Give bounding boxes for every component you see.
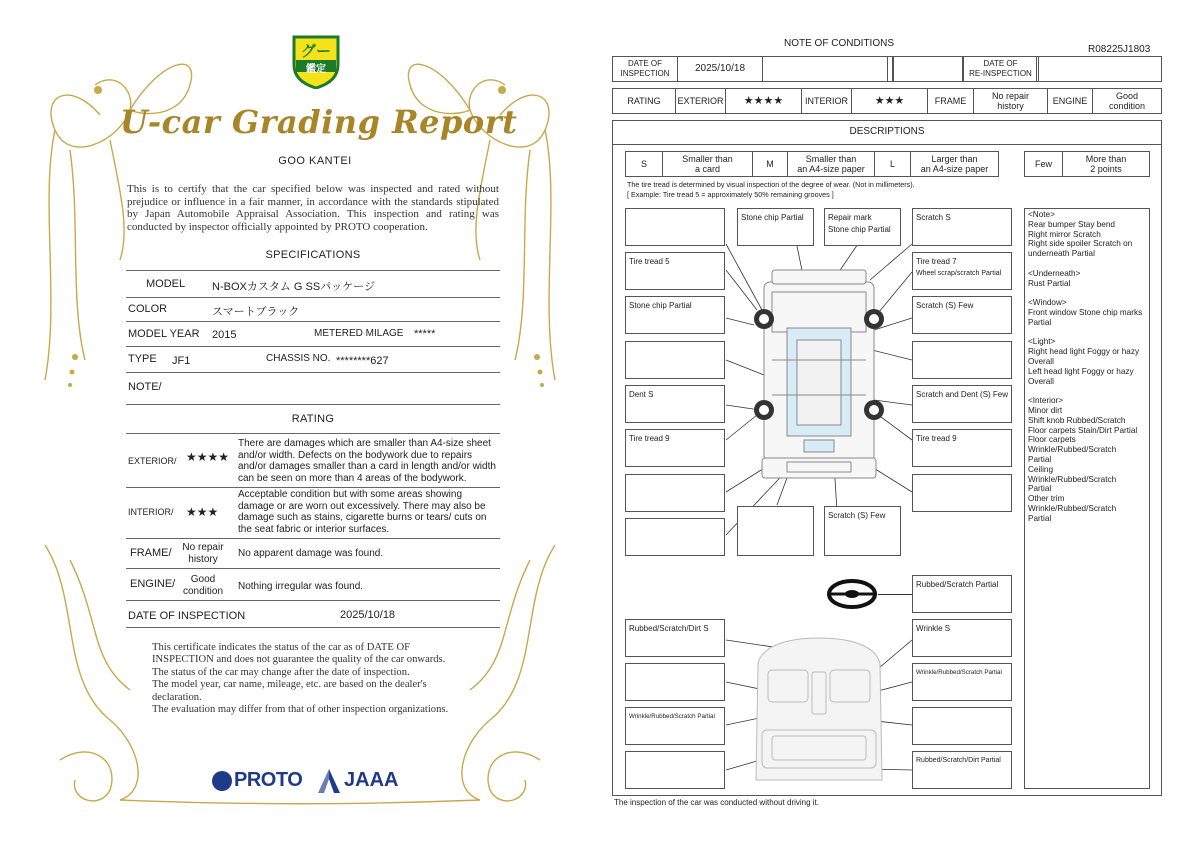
footer-line: The model year, car name, mileage, etc. are based on the dealer's: [152, 679, 427, 691]
note-line: Shift knob Rubbed/Scratch: [1028, 415, 1126, 425]
condition-box: Scratch and Dent (S) Few: [912, 385, 1012, 423]
note-line: [1028, 328, 1152, 338]
note-line: <Underneath>: [1028, 268, 1081, 278]
note-line: <Interior>: [1028, 396, 1064, 406]
mileage-label: METERED MILAGE: [314, 328, 404, 339]
certification-text: This is to certify that the car specified below was inspected and rated without prejudice or influence in a fair manner, in accordance with the standards stipulated by Japan Automobile Appraisal Association. This inspection and rating was conducted by inspector officially appointed by PROTO cooperation.: [127, 183, 499, 233]
note-line: Partial: [1028, 484, 1052, 494]
interior-label: INTERIOR/: [128, 507, 174, 517]
note-line: underneath Partial: [1028, 249, 1095, 259]
rating-row: [612, 88, 1162, 114]
divider: [126, 538, 500, 539]
chassis-value: ********627: [336, 355, 389, 367]
condition-box: Stone chip Partial: [737, 208, 814, 246]
legend-s-desc: Smaller than a card: [663, 152, 753, 176]
condition-box: Scratch (S) Few: [824, 506, 901, 556]
tire-note-example: [ Example: Tire tread 5 = approximately 50% remaining grooves ]: [627, 190, 834, 199]
divider: [126, 404, 500, 405]
leader-line: [878, 594, 912, 595]
condition-box: [625, 663, 725, 701]
condition-box: Scratch (S) Few: [912, 296, 1012, 334]
condition-box: Rubbed/Scratch/Dirt Partial: [912, 751, 1012, 789]
note-line: [1028, 259, 1152, 269]
divider: [126, 600, 500, 601]
note-line: Ceiling: [1028, 464, 1054, 474]
divider: [613, 144, 1161, 145]
interior-stars: ★★★: [852, 89, 928, 113]
condition-box: [912, 341, 1012, 379]
note-line: Wrinkle/Rubbed/Scratch: [1028, 445, 1117, 455]
engine-label: ENGINE/: [130, 578, 176, 590]
interior-label: INTERIOR: [802, 89, 852, 113]
legend-m-desc: Smaller than an A4-size paper: [788, 152, 875, 176]
type-value: JF1: [172, 355, 191, 367]
note-line: <Note>: [1028, 210, 1055, 219]
divider: [126, 270, 500, 271]
note-line: Partial: [1028, 513, 1052, 523]
proto-logo: PROTO: [234, 769, 303, 791]
note-line: Front window Stone chip marks: [1028, 307, 1143, 317]
proto-logo-icon: [212, 771, 232, 791]
condition-box: [912, 707, 1012, 745]
inspection-footer-note: The inspection of the car was conducted without driving it.: [614, 798, 819, 807]
note-line: Rust Partial: [1028, 278, 1071, 288]
separator: [962, 57, 963, 81]
condition-box: [625, 208, 725, 246]
note-label: NOTE/: [128, 381, 162, 393]
note-line: Rear bumper Stay bend: [1028, 219, 1115, 229]
engine-value-line2: condition: [182, 586, 224, 597]
condition-box: Scratch S: [912, 208, 1012, 246]
jaaa-logo-icon: [318, 769, 340, 793]
exterior-label: EXTERIOR/: [128, 456, 177, 466]
legend-l-desc: Larger than an A4-size paper: [920, 154, 989, 174]
separator: [1036, 57, 1037, 81]
date-of-inspection-label: DATE OF INSPECTION: [613, 57, 678, 81]
divider: [126, 568, 500, 569]
report-subtitle: GOO KANTEI: [278, 155, 352, 167]
reference-number: R08225J1803: [1088, 44, 1151, 55]
note-line: Right mirror Scratch: [1028, 229, 1101, 239]
note-line: Wrinkle/Rubbed/Scratch: [1028, 503, 1117, 513]
condition-box: [625, 474, 725, 512]
condition-box: Tire tread 9: [625, 429, 725, 467]
footer-line: The status of the car may change after the date of inspection.: [152, 666, 410, 678]
certificate-footer: [152, 642, 472, 716]
size-legend: [625, 151, 999, 177]
condition-box: Stone chip Partial: [625, 296, 725, 334]
note-line: [1028, 386, 1152, 396]
condition-box: Tire tread 5: [625, 252, 725, 290]
note-line: Floor carpets Stain/Dirt Partial: [1028, 425, 1138, 435]
rating-label: RATING: [613, 89, 676, 113]
note-line: Floor carpets: [1028, 435, 1076, 445]
footer-line: declaration.: [152, 691, 202, 703]
color-label: COLOR: [128, 303, 168, 315]
divider: [126, 372, 500, 373]
frame-label: FRAME/: [130, 547, 172, 559]
frame-value-line2: history: [188, 554, 218, 565]
divider: [126, 321, 500, 322]
rating-heading: RATING: [291, 413, 335, 425]
frame-label: FRAME: [928, 89, 974, 113]
badge-text-goo: グー: [300, 43, 331, 60]
model-year-value: 2015: [212, 329, 237, 341]
legend-s: S: [626, 152, 663, 176]
legend-few: Few: [1025, 152, 1063, 176]
color-value: スマートブラック: [212, 306, 300, 318]
blank-cell: [763, 57, 893, 81]
condition-box: Wrinkle S: [912, 619, 1012, 657]
interior-stars: ★★★: [186, 505, 219, 519]
divider: [126, 297, 500, 298]
condition-box: Wrinkle/Rubbed/Scratch Partial: [912, 663, 1012, 701]
legend-few-desc: More than 2 points: [1085, 154, 1127, 174]
note-line: Minor dirt: [1028, 405, 1063, 415]
divider: [126, 627, 500, 628]
date-of-inspection-label: DATE OF INSPECTION: [128, 610, 246, 622]
model-year-label: MODEL YEAR: [128, 328, 200, 340]
note-line: <Window>: [1028, 298, 1067, 308]
exterior-description: There are damages which are smaller than A4-size sheet and/or width. Defects on the bodywork due to repairs and/or damages smaller than a card in length and/or width can be seen on more than 4 areas of the bodywork.: [238, 438, 496, 484]
tire-note: The tire tread is determined by visual inspection of the degree of wear. (Not in millimeters).: [627, 180, 915, 189]
note-line: Partial: [1028, 454, 1052, 464]
few-legend: [1024, 151, 1150, 177]
note-line: Left head light Foggy or hazy: [1028, 366, 1134, 376]
condition-box: [737, 506, 814, 556]
legend-m: M: [753, 152, 788, 176]
report-title: U-car Grading Report: [120, 103, 518, 141]
engine-label: ENGINE: [1048, 89, 1093, 113]
note-line: Right side spoiler Scratch on: [1028, 239, 1133, 249]
conditions-title: NOTE OF CONDITIONS: [784, 38, 894, 49]
condition-box: Rubbed/Scratch/Dirt S: [625, 619, 725, 657]
separator: [887, 57, 888, 81]
divider: [126, 487, 500, 488]
note-line: Overall: [1028, 356, 1054, 366]
chassis-label: CHASSIS NO.: [266, 353, 331, 364]
footer-line: The evaluation may differ from that of other inspection organizations.: [152, 704, 449, 716]
engine-description: Nothing irregular was found.: [238, 581, 364, 592]
divider: [126, 433, 500, 434]
badge-text-kantei: 鑑定: [306, 64, 326, 75]
note-line: [1028, 288, 1152, 298]
separator: [963, 57, 964, 81]
exterior-stars: ★★★★: [186, 450, 230, 464]
note-line: <Light>: [1028, 337, 1056, 347]
notes-list: [1028, 210, 1152, 524]
goo-kantei-badge: [288, 33, 344, 89]
footer-line: This certificate indicates the status of the car as of DATE OF: [152, 642, 410, 653]
divider: [126, 346, 500, 347]
type-label: TYPE: [128, 353, 157, 365]
condition-box: [912, 474, 1012, 512]
exterior-stars: ★★★★: [726, 89, 802, 113]
condition-box: Wrinkle/Rubbed/Scratch Partial: [625, 707, 725, 745]
condition-box: [625, 341, 725, 379]
condition-box: Dent S: [625, 385, 725, 423]
note-line: Other trim: [1028, 494, 1065, 504]
note-line: Wrinkle/Rubbed/Scratch: [1028, 474, 1117, 484]
jaaa-logo: JAAA: [344, 769, 399, 791]
condition-box: Tire tread 9: [912, 429, 1012, 467]
note-line: Overall: [1028, 376, 1054, 386]
blank-cell: [888, 57, 963, 81]
specifications-heading: SPECIFICATIONS: [265, 249, 361, 261]
engine-value-line1: Good: [190, 574, 216, 585]
date-of-inspection-value: 2025/10/18: [678, 57, 763, 81]
engine-value: Good condition: [1108, 91, 1146, 111]
date-of-reinspection-label: DATE OF RE-INSPECTION: [969, 59, 1032, 78]
separator: [1038, 57, 1039, 81]
note-line: Partial: [1028, 317, 1052, 327]
footer-line: INSPECTION and does not guarantee the quality of the car onwards.: [152, 654, 446, 666]
steering-wheel-icon: [826, 578, 878, 610]
exterior-label: EXTERIOR: [676, 89, 726, 113]
model-value: N-BOXカスタム G SSパッケージ: [212, 281, 375, 293]
condition-box: [625, 518, 725, 556]
frame-value: No repair history: [974, 89, 1048, 113]
frame-description: No apparent damage was found.: [238, 548, 384, 559]
note-line: Right head light Foggy or hazy: [1028, 347, 1140, 357]
date-of-inspection-value: 2025/10/18: [340, 609, 396, 621]
legend-l: L: [875, 152, 911, 176]
interior-description: Acceptable condition but with some areas showing damage or are worn out excessively. There may also be damage such as stains, cigarette burns or tears/ cuts on the seat fabric or interior surfaces.: [238, 489, 487, 535]
descriptions-heading: DESCRIPTIONS: [849, 126, 925, 137]
condition-box: Rubbed/Scratch Partial: [912, 575, 1012, 613]
frame-value-line1: No repair: [182, 542, 224, 553]
model-label: MODEL: [146, 278, 186, 290]
mileage-value: *****: [414, 328, 436, 340]
condition-box: [625, 751, 725, 789]
condition-box: Repair mark Stone chip Partial: [824, 208, 901, 246]
condition-box: Tire tread 7 Wheel scrap/scratch Partial: [912, 252, 1012, 290]
